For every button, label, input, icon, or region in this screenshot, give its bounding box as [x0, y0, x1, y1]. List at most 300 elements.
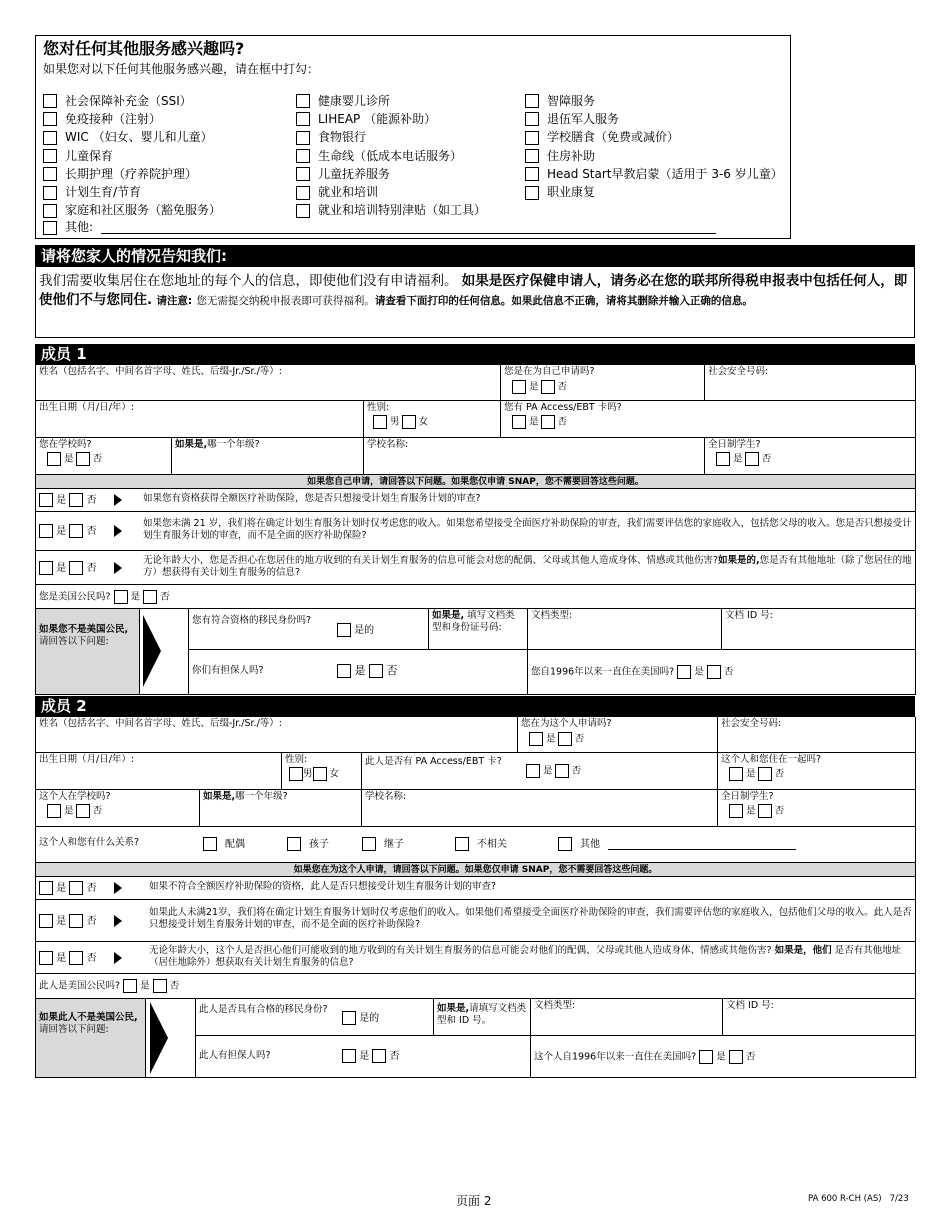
- m2-question-2: [36, 900, 916, 942]
- form-id: PA 600 R-CH (AS) 7/23: [808, 1194, 909, 1204]
- m2-q1-text: 如果不符合全额医疗补助保险的资格，此人是否只想接受计划生育服务计划的审查?: [149, 881, 497, 892]
- m1-apply-no-checkbox[interactable]: [541, 380, 555, 394]
- m2-female-label: 女: [329, 768, 340, 780]
- m1-ebt: [501, 401, 916, 438]
- service-checkbox[interactable]: [525, 94, 539, 108]
- m2-apply-label: 您在为这个人申请吗?: [521, 718, 612, 729]
- service-checkbox[interactable]: [43, 94, 57, 108]
- m1-ebt-no-checkbox[interactable]: [541, 415, 555, 429]
- m2-grade-bold: 如果是,: [203, 791, 236, 802]
- service-label: 职业康复: [547, 185, 596, 200]
- m2-noncit-arrow-cell: [146, 999, 196, 1078]
- m1-immig-yes-checkbox[interactable]: [337, 623, 351, 637]
- member-2-title: 成员 2: [35, 696, 915, 717]
- m1-sponsor-no-checkbox[interactable]: [369, 664, 383, 678]
- service-option[interactable]: [43, 110, 221, 128]
- intro-normal: 我们需要收集居住在您地址的每个人的信息，即使他们没有申请福利。: [39, 273, 458, 289]
- service-label: 计划生育/节育: [65, 185, 142, 200]
- m1-sponsor-label: 你们有担保人吗?: [192, 665, 264, 676]
- services-column-2: [296, 92, 486, 220]
- m1-fill-bold: 如果是,: [432, 610, 465, 621]
- m1-section-note: 如果您自己申请，请回答以下问题。如果您仅申请 SNAP，您不需要回答这些问题。: [36, 475, 916, 489]
- m2-rel-label: 这个人和您有什么关系?: [39, 837, 140, 848]
- services-column-1: [43, 92, 221, 220]
- m1-q3-bold: 如果是的,: [718, 555, 760, 566]
- m2-male-checkbox[interactable]: [289, 767, 303, 781]
- service-checkbox[interactable]: [296, 131, 310, 145]
- m2-doc-id-label: 文档 ID 号:: [726, 1000, 774, 1011]
- m1-female-label: 女: [418, 416, 429, 428]
- relationship-checkbox[interactable]: [362, 837, 376, 851]
- m2-school-label: 这个人在学校吗?: [39, 791, 111, 802]
- service-label: 家庭和社区服务（豁免服务）: [65, 203, 222, 218]
- m1-dob-field[interactable]: [36, 401, 364, 438]
- service-option[interactable]: [296, 129, 486, 147]
- m2-live-with: [718, 753, 916, 790]
- m2-relationship: [36, 827, 916, 863]
- member-1-grid: [35, 365, 915, 695]
- m2-q3-text-a: 无论年龄大小，这个人是否担心他们可能收到的地方收到的有关计划生育服务的信息可能会对他们的配偶、父母或其他人造成身体、情感或其他伤害?: [149, 945, 772, 956]
- m1-doc-type-label: 文档类型:: [531, 610, 573, 621]
- service-checkbox[interactable]: [43, 149, 57, 163]
- m2-q3-yes-label: 是: [56, 953, 67, 964]
- m1-fulltime-yes-checkbox[interactable]: [716, 452, 730, 466]
- m2-since1996-no-label: 否: [745, 1051, 756, 1063]
- m2-citizen-yes-label: 是: [140, 980, 150, 992]
- relationship-label: 其他: [580, 838, 600, 850]
- service-option[interactable]: [525, 110, 783, 128]
- m2-q2-yes-checkbox[interactable]: [39, 914, 53, 928]
- m2-fulltime-label: 全日制学生?: [721, 791, 774, 802]
- service-label: 就业和培训: [318, 185, 379, 200]
- relationship-option[interactable]: [455, 837, 507, 851]
- m1-noncit-bold: 如果您不是美国公民,: [39, 624, 129, 635]
- m1-ebt-label: 您有 PA Access/EBT 卡吗?: [504, 402, 622, 413]
- m2-school-name-field[interactable]: [362, 790, 718, 827]
- m2-question-1: [36, 877, 916, 900]
- service-option[interactable]: [296, 110, 486, 128]
- m1-since1996-label: 您自1996年以来一直住在美国吗?: [531, 666, 675, 678]
- m1-school-label: 您在学校吗?: [39, 439, 92, 450]
- m1-apply-self: [501, 365, 705, 401]
- service-option[interactable]: [43, 183, 221, 201]
- m1-male-label: 男: [390, 416, 400, 428]
- relationship-option[interactable]: [362, 837, 404, 851]
- m1-grade-field[interactable]: [172, 438, 364, 475]
- m2-in-school: [36, 790, 200, 827]
- m1-q1-no-label: 否: [86, 495, 97, 506]
- services-title: 您对任何其他服务感兴趣吗?: [43, 39, 245, 58]
- m2-noncitizen-instruction: [36, 999, 146, 1078]
- other-checkbox[interactable]: [43, 221, 57, 235]
- m1-dob-label: 出生日期（月/日/年）:: [39, 402, 135, 413]
- member-1-title: 成员 1: [35, 344, 915, 365]
- m1-q1-text: 如果您有资格获得全额医疗补助保险，您是否只想接受计划生育服务计划的审查?: [143, 493, 481, 504]
- service-label: 免疫接种（注射）: [65, 111, 162, 126]
- m2-immig-yes-label: 是的: [359, 1013, 380, 1024]
- relationship-checkbox[interactable]: [558, 837, 572, 851]
- note-text: 您无需提交纳税申报表即可获得福利。: [196, 295, 375, 307]
- other-label: 其他:: [65, 220, 94, 234]
- m2-apply-yes-checkbox[interactable]: [529, 732, 543, 746]
- relationship-checkbox[interactable]: [287, 837, 301, 851]
- m2-q3-no-checkbox[interactable]: [69, 951, 83, 965]
- service-option[interactable]: [296, 147, 486, 165]
- m2-sponsor-yes-label: 是: [359, 1051, 370, 1062]
- household-intro-text: [39, 272, 911, 311]
- m2-school-no-checkbox[interactable]: [76, 804, 90, 818]
- m1-q1-yes-label: 是: [56, 495, 67, 506]
- arrow-right-icon: [150, 1002, 168, 1074]
- m2-school-yes-checkbox[interactable]: [47, 804, 61, 818]
- m2-fill-doc-instruction: [434, 999, 531, 1036]
- relationship-checkbox[interactable]: [203, 837, 217, 851]
- m1-immig-label: 您有符合资格的移民身份吗?: [192, 615, 312, 626]
- m2-fulltime-no-checkbox[interactable]: [758, 804, 772, 818]
- m1-female-checkbox[interactable]: [402, 415, 416, 429]
- service-checkbox[interactable]: [296, 186, 310, 200]
- arrow-right-icon: [114, 525, 122, 537]
- m2-q2-no-checkbox[interactable]: [69, 914, 83, 928]
- m2-noncit-bold: 如果此人不是美国公民,: [39, 1012, 138, 1023]
- service-option[interactable]: [296, 202, 486, 220]
- arrow-right-icon: [114, 882, 122, 894]
- member-2-grid: [35, 717, 915, 1078]
- note-label: 请注意:: [156, 295, 193, 307]
- m1-immig-yes-label: 是的: [354, 625, 375, 636]
- service-label: Head Start早教启蒙（适用于 3-6 岁儿童）: [547, 166, 783, 181]
- m2-livewith-no-label: 否: [774, 768, 785, 780]
- service-label: 智障服务: [547, 93, 596, 108]
- m1-q2-no-label: 否: [86, 526, 97, 537]
- m1-immigration: [189, 609, 429, 650]
- service-label: 长期护理（疗养院护理）: [65, 166, 198, 181]
- m1-q1-no-checkbox[interactable]: [69, 493, 83, 507]
- service-option[interactable]: [43, 92, 221, 110]
- m2-fulltime-yes-label: 是: [746, 805, 756, 817]
- m2-fulltime-yes-checkbox[interactable]: [729, 804, 743, 818]
- service-checkbox[interactable]: [43, 204, 57, 218]
- member-2-section: [35, 696, 915, 1078]
- m1-ebt-yes-label: 是: [529, 416, 539, 428]
- m1-question-1: [36, 489, 916, 512]
- other-input[interactable]: [101, 221, 716, 234]
- m2-ebt-label: 此人是否有 PA Access/EBT 卡?: [365, 756, 502, 767]
- m1-sponsor-yes-checkbox[interactable]: [337, 664, 351, 678]
- m1-sponsor-yes-label: 是: [354, 664, 366, 677]
- m2-ebt-yes-checkbox[interactable]: [526, 764, 540, 778]
- member-1-section: [35, 344, 915, 695]
- m1-citizen-no-checkbox[interactable]: [143, 590, 157, 604]
- m2-apply-no-checkbox[interactable]: [558, 732, 572, 746]
- m1-since-1996: [528, 650, 916, 695]
- m1-apply-yes-checkbox[interactable]: [512, 380, 526, 394]
- m2-fill-bold: 如果是,: [437, 1003, 470, 1014]
- service-label: 儿童抚养服务: [318, 166, 391, 181]
- m2-livewith-no-checkbox[interactable]: [758, 767, 772, 781]
- m1-school-no-label: 否: [92, 453, 103, 465]
- m2-sponsor-yes-checkbox[interactable]: [342, 1049, 356, 1063]
- service-option[interactable]: [43, 129, 221, 147]
- m1-ebt-no-label: 否: [557, 416, 568, 428]
- service-label: 儿童保育: [65, 148, 114, 163]
- m2-ebt-yes-label: 是: [543, 765, 553, 777]
- arrow-right-icon: [114, 494, 122, 506]
- m1-since1996-yes-label: 是: [694, 666, 704, 678]
- service-label: 退伍军人服务: [547, 111, 620, 126]
- m2-doc-type-label: 文档类型:: [534, 1000, 576, 1011]
- m1-sponsor: [189, 650, 528, 695]
- m1-ebt-yes-checkbox[interactable]: [512, 415, 526, 429]
- m2-doc-id-field[interactable]: [723, 999, 916, 1036]
- service-option[interactable]: [525, 129, 783, 147]
- m2-name-field[interactable]: [36, 717, 518, 753]
- service-checkbox[interactable]: [43, 131, 57, 145]
- m2-immigration: [196, 999, 434, 1036]
- service-option[interactable]: [525, 165, 783, 183]
- relationship-option[interactable]: [203, 837, 245, 851]
- m2-sponsor-no-label: 否: [389, 1051, 400, 1062]
- m1-q3-text-a: 无论年龄大小，您是否担心在您居住的地方收到的有关计划生育服务的信息可能会对您的配偶、父母或其他人造成身体、情感或其他伤害?: [143, 555, 719, 566]
- m2-citizen: [36, 974, 916, 999]
- relationship-label: 配偶: [225, 838, 245, 850]
- m1-citizen-yes-checkbox[interactable]: [114, 590, 128, 604]
- m1-q2-text: 如果您未满 21 岁，我们将在确定计划生育服务计划时仅考虑您的收入。如果您希望接受全面医疗补助保险的审查，我们需要评估您的家庭收入，包括您父母的收入。您是否只想接受计划生育服务计划的审查，而不是全面的医疗补助保险?: [143, 518, 912, 541]
- m1-fill-doc-instruction: [429, 609, 528, 650]
- service-option[interactable]: [525, 183, 783, 201]
- service-option[interactable]: [296, 183, 486, 201]
- m1-school-name-label: 学校名称:: [367, 439, 409, 450]
- m1-male-checkbox[interactable]: [373, 415, 387, 429]
- m1-fulltime: [705, 438, 916, 475]
- m2-since-1996: [531, 1036, 916, 1078]
- relationship-option[interactable]: [558, 837, 796, 851]
- m1-fulltime-no-checkbox[interactable]: [745, 452, 759, 466]
- m1-apply-label: 您是在为自己申请吗?: [504, 366, 595, 377]
- m2-apply-yes-label: 是: [546, 733, 556, 745]
- m1-q3-no-label: 否: [86, 563, 97, 574]
- services-subtitle: 如果您对以下任何其他服务感兴趣，请在框中打勾：: [43, 62, 320, 76]
- m2-sex: [282, 753, 362, 790]
- m1-school-yes-checkbox[interactable]: [47, 452, 61, 466]
- m1-doc-type-field[interactable]: [528, 609, 722, 650]
- service-checkbox[interactable]: [525, 186, 539, 200]
- m1-school-name-field[interactable]: [364, 438, 705, 475]
- m1-fulltime-label: 全日制学生?: [708, 439, 761, 450]
- m2-since1996-no-checkbox[interactable]: [729, 1050, 743, 1064]
- m1-sex-label: 性别:: [367, 402, 390, 413]
- m1-grade-bold: 如果是,: [175, 439, 208, 450]
- m2-q1-no-checkbox[interactable]: [69, 881, 83, 895]
- m1-sex: [364, 401, 501, 438]
- service-label: 学校膳食（免费或减价）: [547, 130, 680, 145]
- services-column-3: [525, 92, 783, 202]
- m2-sponsor: [196, 1036, 531, 1078]
- service-checkbox[interactable]: [296, 112, 310, 126]
- m1-q2-yes-checkbox[interactable]: [39, 524, 53, 538]
- m1-noncitizen-instruction: [36, 609, 140, 695]
- m1-sponsor-no-label: 否: [386, 664, 398, 677]
- m1-fulltime-yes-label: 是: [733, 453, 743, 465]
- m1-doc-id-label: 文档 ID 号:: [725, 610, 773, 621]
- m2-q3-text-b: 是否有其他地址（居住地除外）想获取有关计划生育服务的信息?: [149, 945, 902, 968]
- m2-citizen-no-label: 否: [169, 980, 180, 992]
- service-label: 就业和培训特别津贴（如工具）: [318, 203, 487, 218]
- m2-ebt: [362, 753, 718, 790]
- m2-sponsor-no-checkbox[interactable]: [372, 1049, 386, 1063]
- service-label: 食物银行: [318, 130, 367, 145]
- m1-question-3: [36, 551, 916, 585]
- service-checkbox[interactable]: [525, 167, 539, 181]
- m2-dob-field[interactable]: [36, 753, 282, 790]
- m2-q1-no-label: 否: [86, 883, 97, 894]
- service-checkbox[interactable]: [43, 186, 57, 200]
- relationship-other-input[interactable]: [608, 838, 796, 850]
- service-checkbox[interactable]: [525, 112, 539, 126]
- m2-livewith-label: 这个人和您住在一起吗?: [721, 754, 822, 765]
- m2-grade-field[interactable]: [200, 790, 362, 827]
- m1-in-school: [36, 438, 172, 475]
- service-option[interactable]: [296, 165, 486, 183]
- arrow-right-icon: [114, 915, 122, 927]
- household-intro: [35, 267, 915, 338]
- m1-school-no-checkbox[interactable]: [76, 452, 90, 466]
- m2-since1996-label: 这个人自1996年以来一直住在美国吗?: [534, 1051, 697, 1063]
- m1-q3-text-b: 您是否有其他地址（除了您居住的地方）想获得有关计划生育服务的信息?: [143, 555, 912, 578]
- service-checkbox[interactable]: [296, 167, 310, 181]
- m2-male-label: 男: [303, 768, 313, 780]
- m1-apply-no-label: 否: [557, 381, 568, 393]
- m1-q1-yes-checkbox[interactable]: [39, 493, 53, 507]
- service-option[interactable]: [525, 92, 783, 110]
- m2-since1996-yes-checkbox[interactable]: [699, 1050, 713, 1064]
- m1-apply-yes-label: 是: [529, 381, 539, 393]
- service-checkbox[interactable]: [296, 94, 310, 108]
- m1-noncit-text: 请回答以下问题:: [39, 636, 109, 647]
- m1-q3-yes-label: 是: [56, 563, 67, 574]
- service-label: 健康婴儿诊所: [318, 93, 391, 108]
- m1-doc-id-field[interactable]: [722, 609, 916, 650]
- m1-since1996-yes-checkbox[interactable]: [677, 665, 691, 679]
- m1-q2-yes-label: 是: [56, 526, 67, 537]
- service-option[interactable]: [525, 147, 783, 165]
- m1-q2-no-checkbox[interactable]: [69, 524, 83, 538]
- m2-school-name-label: 学校名称:: [365, 791, 407, 802]
- m1-question-2: [36, 512, 916, 551]
- m2-noncit-text: 请回答以下问题:: [39, 1024, 109, 1035]
- m1-since1996-no-checkbox[interactable]: [707, 665, 721, 679]
- m2-citizen-yes-checkbox[interactable]: [123, 979, 137, 993]
- m2-ssn-field[interactable]: [718, 717, 916, 753]
- relationship-checkbox[interactable]: [455, 837, 469, 851]
- m2-ebt-no-checkbox[interactable]: [555, 764, 569, 778]
- service-checkbox[interactable]: [525, 131, 539, 145]
- m2-fulltime: [718, 790, 916, 827]
- m1-since1996-no-label: 否: [723, 666, 734, 678]
- m2-grade-text: 哪一个年级?: [235, 791, 288, 802]
- m2-q1-yes-label: 是: [56, 883, 67, 894]
- m2-q1-yes-checkbox[interactable]: [39, 881, 53, 895]
- service-option[interactable]: [43, 147, 221, 165]
- m2-doc-type-field[interactable]: [531, 999, 723, 1036]
- m2-citizen-no-checkbox[interactable]: [153, 979, 167, 993]
- m1-fulltime-no-label: 否: [761, 453, 772, 465]
- m2-female-checkbox[interactable]: [313, 767, 327, 781]
- service-checkbox[interactable]: [43, 167, 57, 181]
- m2-citizen-label: 此人是美国公民吗?: [39, 980, 121, 992]
- relationship-label: 不相关: [477, 838, 507, 850]
- m2-school-yes-label: 是: [64, 805, 74, 817]
- m2-apply-no-label: 否: [574, 733, 585, 745]
- m2-q3-bold: 如果是，他们: [774, 945, 832, 956]
- service-label: 生命线（低成本电话服务）: [318, 148, 463, 163]
- m2-since1996-yes-label: 是: [716, 1051, 726, 1063]
- m1-ssn-label: 社会安全号码:: [708, 366, 769, 377]
- arrow-right-icon: [143, 615, 161, 687]
- m2-q3-yes-checkbox[interactable]: [39, 951, 53, 965]
- service-option[interactable]: [43, 165, 221, 183]
- m2-livewith-yes-label: 是: [746, 768, 756, 780]
- m2-sponsor-label: 此人有担保人吗?: [199, 1050, 271, 1061]
- service-checkbox[interactable]: [43, 112, 57, 126]
- services-section: [35, 35, 791, 239]
- m2-ssn-label: 社会安全号码:: [721, 718, 782, 729]
- relationship-option[interactable]: [287, 837, 329, 851]
- m2-immig-yes-checkbox[interactable]: [342, 1011, 356, 1025]
- m2-section-note: 如果您在为这个人申请，请回答以下问题。如果您仅申请 SNAP，您不需要回答这些问题。: [36, 863, 916, 877]
- service-other: [43, 220, 716, 235]
- m2-fill-text: 请填写文档类型和 ID 号。: [437, 1003, 527, 1026]
- service-checkbox[interactable]: [296, 149, 310, 163]
- m1-school-yes-label: 是: [64, 453, 74, 465]
- m2-q2-yes-label: 是: [56, 916, 67, 927]
- m2-immig-label: 此人是否具有合格的移民身份?: [199, 1004, 328, 1015]
- intro-bold: 如果是医疗保健申请人，请务必在您的联邦所得税申报表中包括任何人，即使他们不与您同住.: [39, 273, 908, 308]
- m1-q3-yes-checkbox[interactable]: [39, 561, 53, 575]
- service-label: 社会保障补充金（SSI）: [65, 93, 192, 108]
- service-option[interactable]: [43, 202, 221, 220]
- service-checkbox[interactable]: [525, 149, 539, 163]
- m2-apply: [518, 717, 718, 753]
- service-checkbox[interactable]: [296, 204, 310, 218]
- m1-noncit-arrow-cell: [140, 609, 189, 695]
- household-title: 请将您家人的情况告知我们:: [35, 245, 915, 267]
- relationship-label: 继子: [384, 838, 404, 850]
- m2-name-label: 姓名（包括名字、中间名首字母、姓氏、后缀-Jr./Sr./等）:: [39, 718, 282, 729]
- m1-grade-text: 哪一个年级?: [207, 439, 260, 450]
- service-label: WIC （妇女、婴儿和儿童）: [65, 130, 213, 145]
- note-bold: 请查看下面打印的任何信息。如果此信息不正确，请将其删除并输入正确的信息。: [374, 295, 753, 307]
- m1-name-field[interactable]: [36, 365, 501, 401]
- m2-livewith-yes-checkbox[interactable]: [729, 767, 743, 781]
- service-option[interactable]: [296, 92, 486, 110]
- m1-citizen-yes-label: 是: [130, 591, 141, 603]
- relationship-label: 孩子: [309, 838, 329, 850]
- m1-ssn-field[interactable]: [705, 365, 916, 401]
- m2-sex-label: 性别:: [285, 754, 308, 765]
- arrow-right-icon: [114, 562, 122, 574]
- m2-fulltime-no-label: 否: [774, 805, 785, 817]
- m2-school-no-label: 否: [92, 805, 103, 817]
- m2-q2-text: 如果此人未满21岁，我们将在确定计划生育服务计划时仅考虑他们的收入。如果他们希望接受全面医疗补助保险的审查，我们需要评估您的家庭收入，包括他们父母的收入。此人是否只想接受计划生育服务计划的审查，而不是全面的医疗补助保险?: [149, 907, 912, 930]
- m1-q3-no-checkbox[interactable]: [69, 561, 83, 575]
- m2-q3-no-label: 否: [86, 953, 97, 964]
- m1-fill-text: 填写文档类型和身份证号码:: [432, 610, 515, 633]
- m2-ebt-no-label: 否: [571, 765, 582, 777]
- m1-name-label: 姓名（包括名字、中间名首字母、姓氏、后缀-Jr./Sr./等）:: [39, 366, 282, 377]
- service-label: LIHEAP （能源补助）: [318, 111, 437, 126]
- page-number: 页面 2: [456, 1194, 492, 1208]
